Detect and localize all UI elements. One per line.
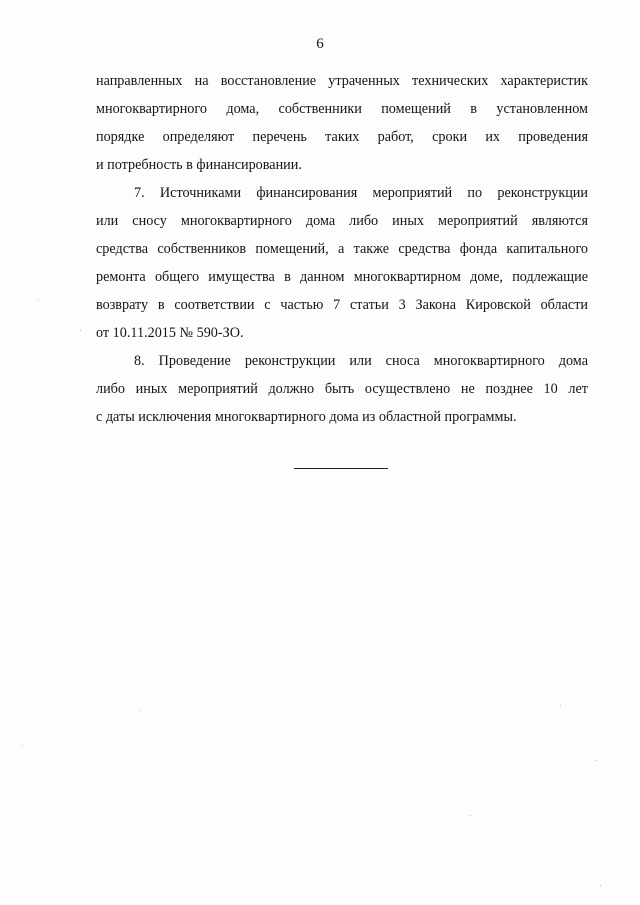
text-line: 7. Источниками финансирования мероприятий по реконструкции — [134, 185, 588, 201]
document-body — [96, 67, 588, 431]
paragraph-item-8 — [96, 347, 588, 431]
scan-speck — [140, 710, 141, 711]
scan-speck — [596, 760, 597, 761]
text-line: возврату в соответствии с частью 7 статьи 3 Закона Кировской области — [96, 297, 588, 313]
text-line: средства собственников помещений, а также средства фонда капитального — [96, 241, 588, 257]
end-divider-line — [294, 468, 388, 469]
paragraph-item-7 — [96, 179, 588, 347]
text-line: 8. Проведение реконструкции или сноса многоквартирного дома — [134, 353, 588, 369]
page-number: 6 — [316, 36, 324, 52]
scan-speck — [22, 745, 23, 746]
text-line: либо иных мероприятий должно быть осуществлено не позднее 10 лет — [96, 381, 588, 397]
paragraph-continuation — [96, 67, 588, 179]
text-line: направленных на восстановление утраченных технических характеристик — [96, 73, 588, 89]
text-line: от 10.11.2015 № 590-ЗО. — [96, 325, 244, 341]
scan-speck — [600, 885, 601, 886]
scan-speck — [560, 705, 561, 706]
text-line: и потребность в финансировании. — [96, 157, 302, 173]
text-line: многоквартирного дома, собственники помещений в установленном — [96, 101, 588, 117]
text-line: с даты исключения многоквартирного дома из областной программы. — [96, 409, 517, 425]
text-line: порядке определяют перечень таких работ, сроки их проведения — [96, 129, 588, 145]
text-line: ремонта общего имущества в данном многоквартирном доме, подлежащие — [96, 269, 588, 285]
scan-speck — [38, 300, 39, 301]
scan-speck — [80, 330, 81, 331]
scan-speck — [470, 815, 471, 816]
text-line: или сносу многоквартирного дома либо иных мероприятий являются — [96, 213, 588, 229]
